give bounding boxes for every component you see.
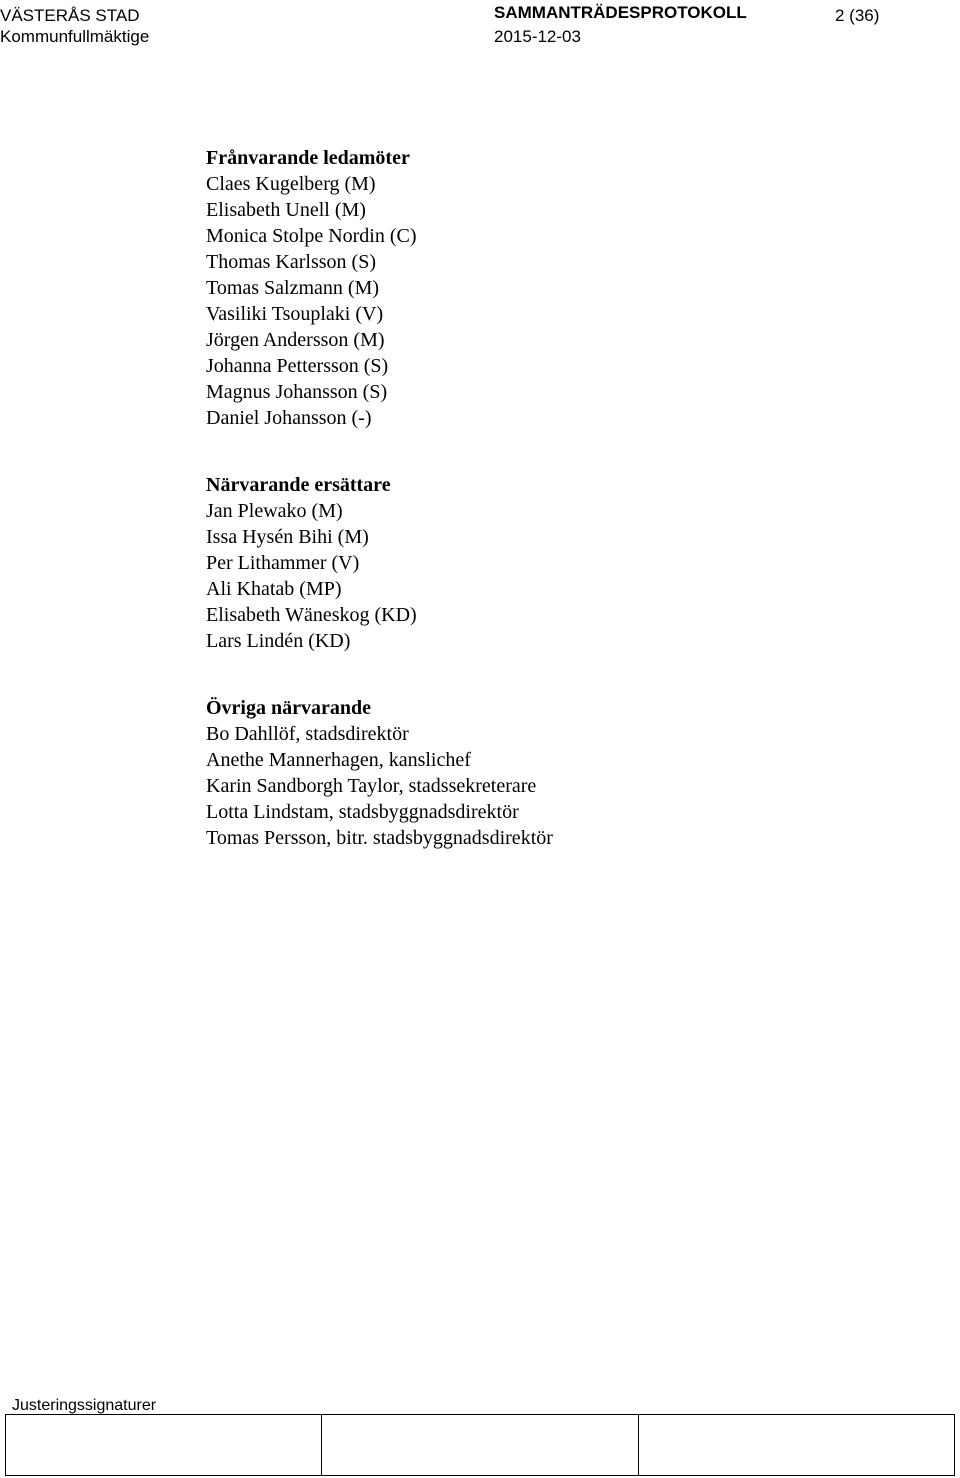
signature-label: Justeringssignaturer [12, 1397, 157, 1414]
section-absent-members [206, 145, 553, 431]
list-item: Elisabeth Unell (M) [206, 199, 366, 221]
section-title: Frånvarande ledamöter [206, 147, 410, 169]
list-item: Tomas Salzmann (M) [206, 277, 380, 299]
list-item: Johanna Pettersson (S) [206, 355, 389, 377]
list-item: Jörgen Andersson (M) [206, 329, 385, 351]
name-list [206, 721, 553, 851]
list-item: Per Lithammer (V) [206, 552, 360, 574]
list-item: Lars Lindén (KD) [206, 630, 351, 652]
signature-cell [6, 1415, 322, 1476]
list-item: Vasiliki Tsouplaki (V) [206, 303, 384, 325]
list-item: Tomas Persson, bitr. stadsbyggnadsdirektör [206, 827, 553, 849]
section-present-substitutes [206, 472, 553, 654]
list-item: Monica Stolpe Nordin (C) [206, 225, 417, 247]
list-item: Anethe Mannerhagen, kanslichef [206, 749, 471, 771]
committee-name: Kommunfullmäktige [0, 27, 150, 46]
attendance-content [206, 145, 553, 851]
organization-name: VÄSTERÅS STAD [0, 6, 140, 25]
list-item: Elisabeth Wäneskog (KD) [206, 604, 417, 626]
signature-row [6, 1415, 955, 1476]
signature-table [5, 1414, 955, 1476]
section-others-present [206, 695, 553, 851]
document-date: 2015-12-03 [494, 27, 581, 46]
signature-cell [638, 1415, 954, 1476]
section-title: Övriga närvarande [206, 697, 371, 719]
list-item: Ali Khatab (MP) [206, 578, 342, 600]
list-item: Issa Hysén Bihi (M) [206, 526, 369, 548]
list-item: Daniel Johansson (-) [206, 407, 372, 429]
list-item: Lotta Lindstam, stadsbyggnadsdirektör [206, 801, 519, 823]
name-list [206, 171, 553, 431]
list-item: Karin Sandborgh Taylor, stadssekreterare [206, 775, 537, 797]
signature-cell [322, 1415, 638, 1476]
list-item: Jan Plewako (M) [206, 500, 343, 522]
list-item: Thomas Karlsson (S) [206, 251, 376, 273]
list-item: Claes Kugelberg (M) [206, 173, 376, 195]
section-title: Närvarande ersättare [206, 474, 391, 496]
list-item: Bo Dahllöf, stadsdirektör [206, 723, 409, 745]
document-title: SAMMANTRÄDESPROTOKOLL [494, 3, 747, 22]
page-number: 2 (36) [835, 6, 880, 25]
list-item: Magnus Johansson (S) [206, 381, 388, 403]
name-list [206, 498, 553, 654]
